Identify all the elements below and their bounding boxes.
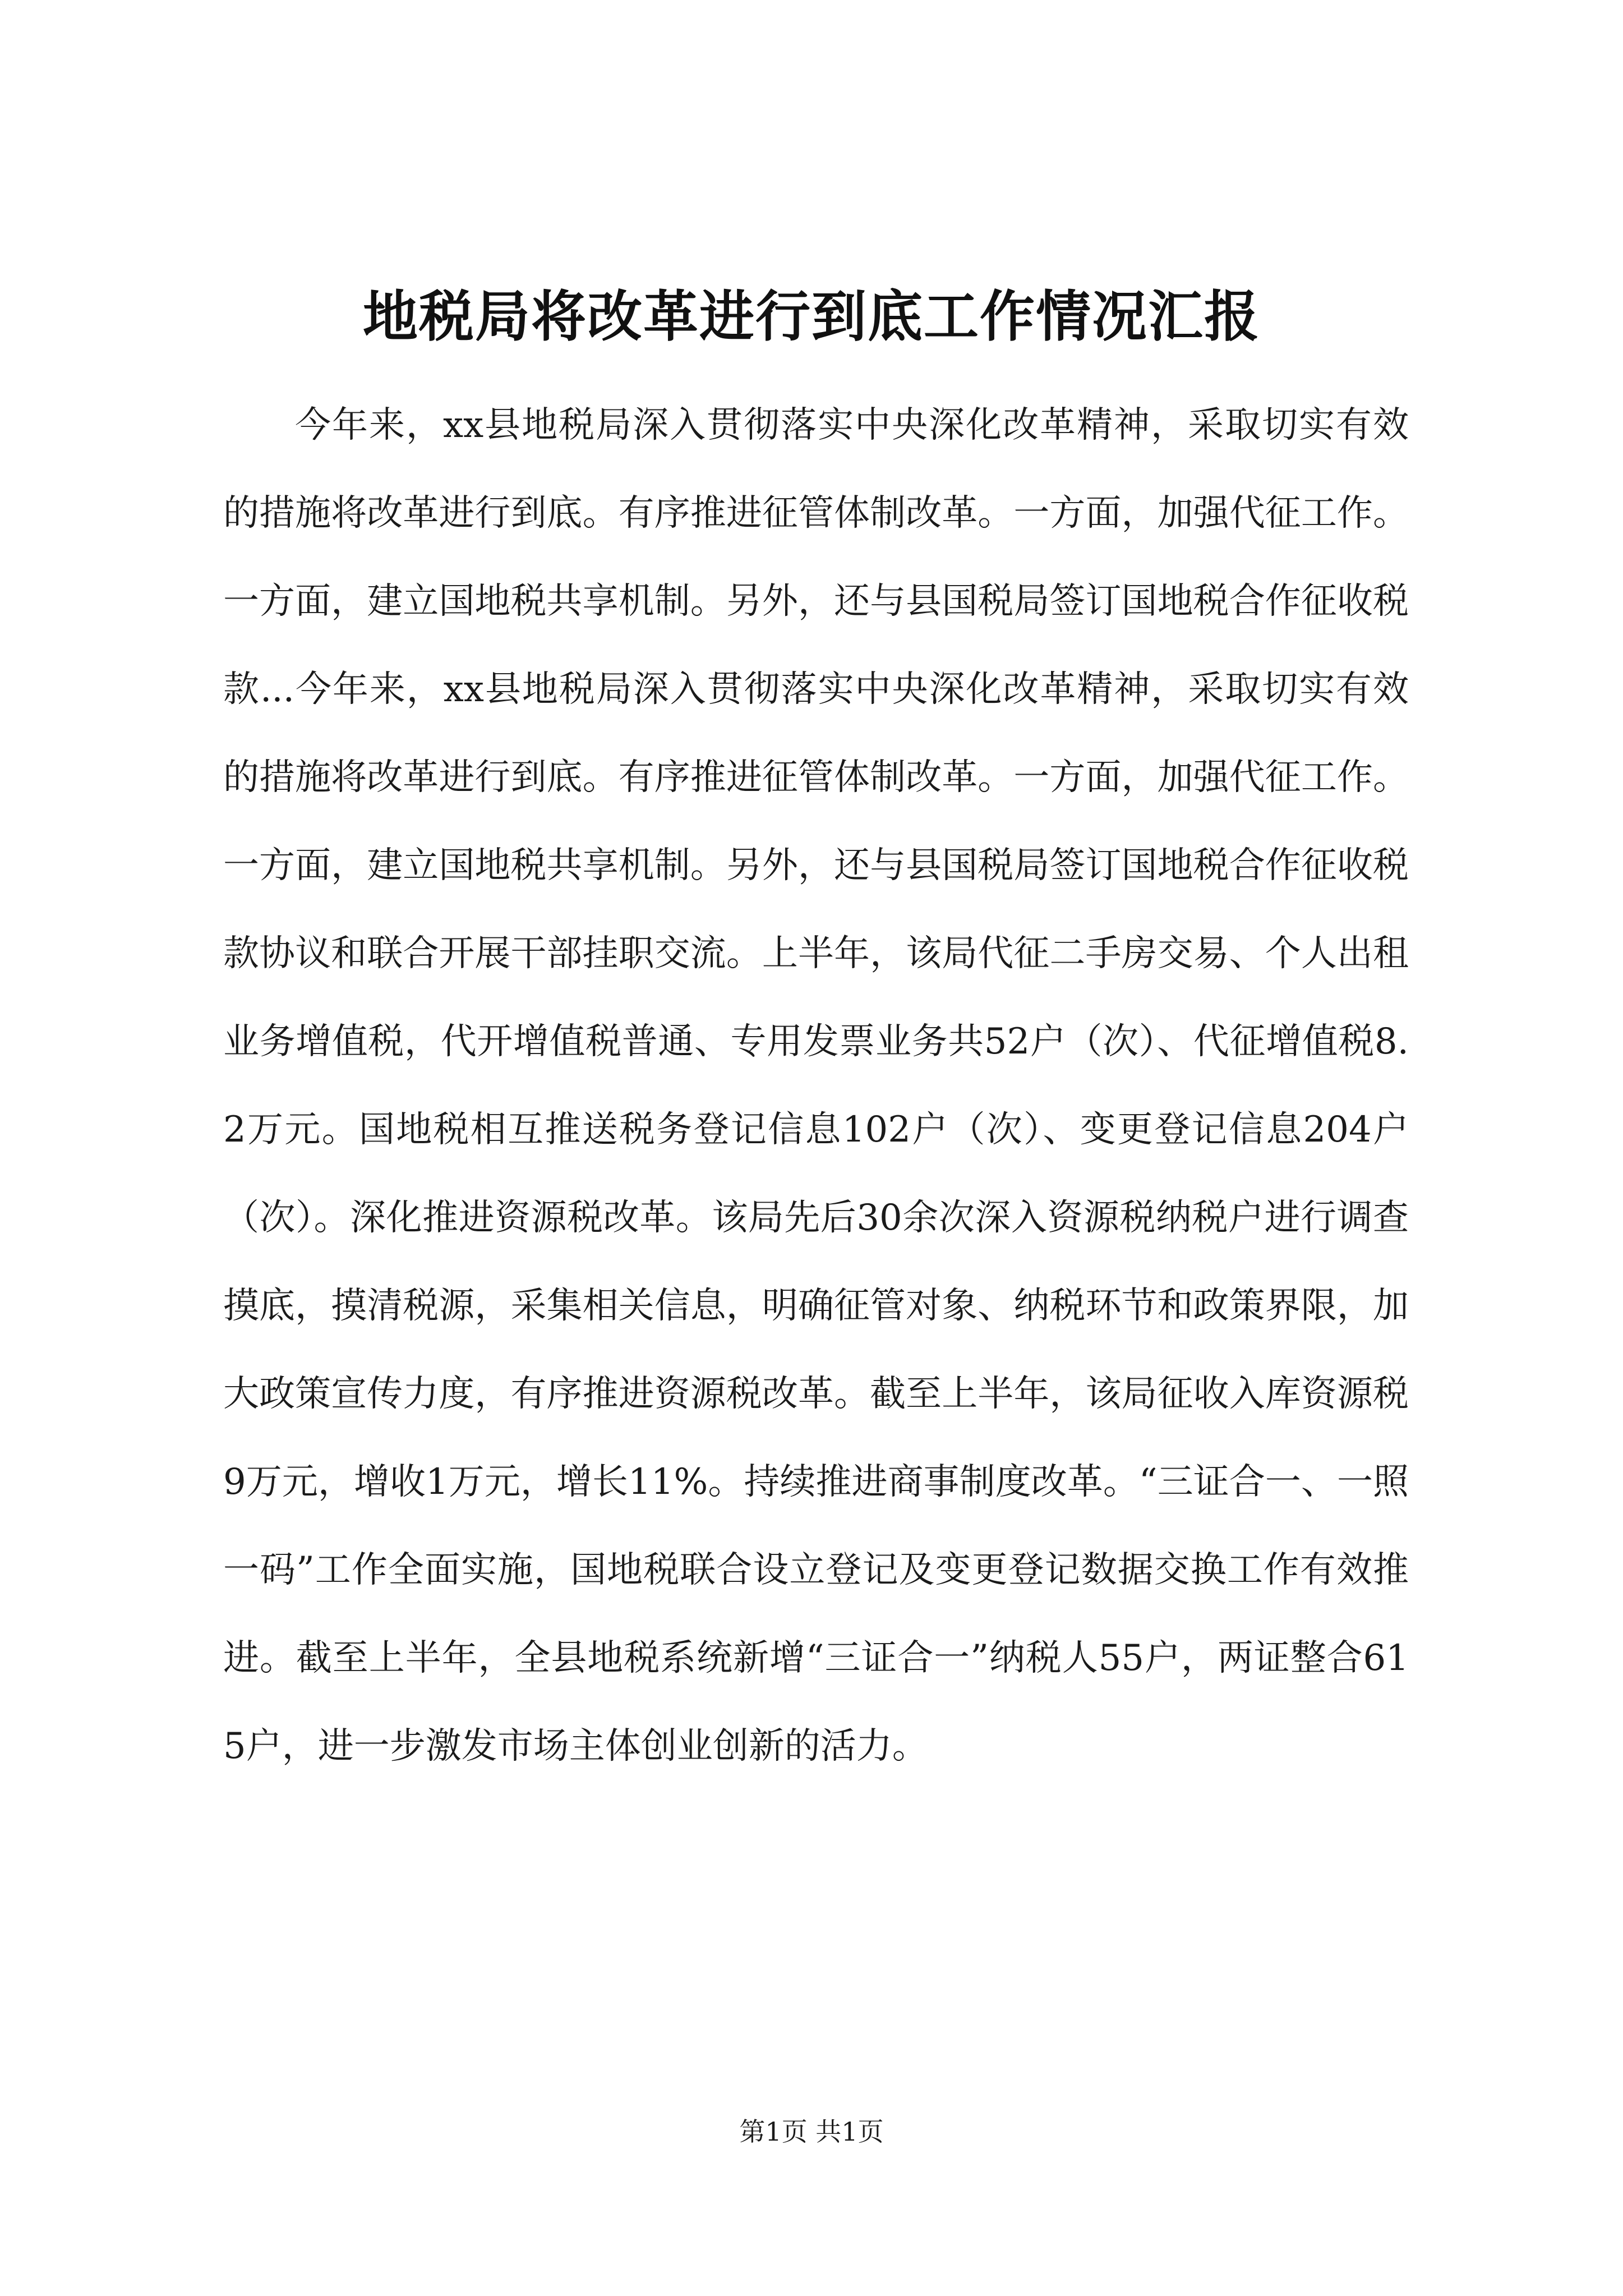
body-paragraph: 今年来，xx县地税局深入贯彻落实中央深化改革精神，采取切实有效的措施将改革进行到底。有序推进征管体制改革。一方面，加强代征工作。一方面，建立国地税共享机制。另外，还与县国税局签订国地税合作征收税款...今年来，xx县地税局深入贯彻落实中央深化改革精神，采取切实有效的措施将改革进行到底。有序推进征管体制改革。一方面，加强代征工作。一方面，建立国地税共享机制。另外，还与县国税局签订国地税合作征收税款协议和联合开展干部挂职交流。上半年，该局代征二手房交易、个人出租业务增值税，代开增值税普通、专用发票业务共52户（次）、代征增值税8.2万元。国地税相互推送税务登记信息102户（次）、变更登记信息204户（次）。深化推进资源税改革。该局先后30余次深入资源税纳税户进行调查摸底，摸清税源，采集相关信息，明确征管对象、纳税环节和政策界限，加大政策宣传力度，有序推进资源税改革。截至上半年，该局征收入库资源税9万元，增收1万元，增长11%。持续推进商事制度改革。“三证合一、一照一码”工作全面实施，国地税联合设立登记及变更登记数据交换工作有效推进。截至上半年，全县地税系统新增“三证合一”纳税人55户，两证整合615户，进一步激发市场主体创业创新的活力。 <box>223 404 1409 1767</box>
document-title: 地税局将改革进行到底工作情况汇报 <box>362 285 1260 349</box>
page-footer: 第1页 共1页 <box>739 2116 884 2147</box>
